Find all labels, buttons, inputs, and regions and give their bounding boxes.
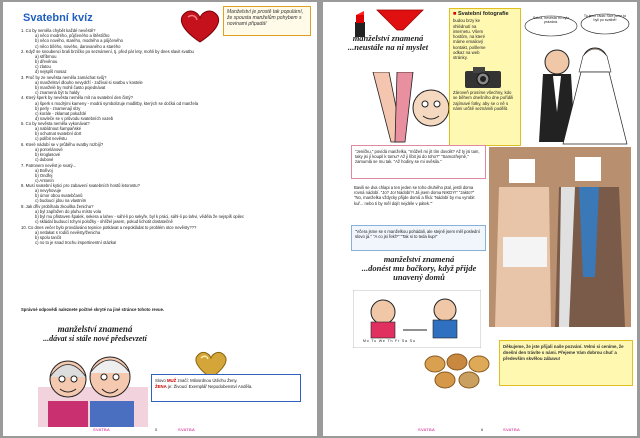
answer-option: a) porcelánové [35, 146, 63, 152]
quiz-question [21, 95, 306, 120]
question-label: Patronem nevěst je svatý... [25, 162, 77, 168]
answer-option: d) navleče se v průvodu svatebních vazeb [35, 115, 114, 121]
photo-info-box [449, 8, 521, 146]
answer-option: a) manželství dlouho nevydrží - zažíval si svatbu v kostele [35, 79, 143, 85]
footer-right-text: SVATBA [503, 427, 520, 432]
quiz-question [21, 142, 306, 162]
left-page [3, 2, 317, 436]
quiz-question [21, 225, 306, 245]
question-label: Co by nevěsta neměla vykonávat? [25, 121, 90, 127]
top-heading [343, 34, 433, 52]
quote-text: značí: Milosrdnou Útěchu Ženy. [176, 378, 238, 383]
answer-option: b) ochutnat svatební dort [35, 131, 82, 137]
quiz-question [21, 204, 306, 224]
heading-line-1: manželství znamená [57, 324, 133, 334]
question-number: 9. [21, 203, 25, 209]
answer-option: b) dřevěnou [35, 59, 58, 65]
photo-box-title: ■ Svatební fotografie [453, 11, 509, 17]
quiz-list [21, 28, 306, 245]
quote-text: je: Živoucí Exemplář Nepodobenství Anděla. [166, 384, 253, 389]
camera-icon [463, 63, 503, 89]
photo-box-text-2: Zároveň prosíme všechny, kdo se během dnešního dne pořídili zajímavé fotky, aby se o ně s námi určitě seznámili podělit. [453, 89, 513, 111]
wedding-couple-cartoon [523, 12, 631, 152]
question-label: Co dnes večer bylo provdáváno tepnice potkávat a nepokládat to problém otce nevěsty??? [28, 224, 197, 230]
question-label: Jak dřív probíhala zkouška ženicha? [25, 203, 94, 209]
question-label: Co by neměla chybět každé nevěstě? [25, 28, 96, 34]
page-number: 5 [155, 427, 158, 432]
calendar-days: Mo Tu We Th Fr Sa Su [363, 339, 416, 343]
answer-note: Správné odpovědi naleznete počtné skryté na jiné stránce tohoto revue. [21, 307, 165, 312]
answer-option: a) nabídnout šampaňské [35, 126, 82, 132]
question-number: 10. [21, 224, 27, 230]
page-title: Svatební kvíz [23, 12, 93, 24]
quiz-question [21, 163, 306, 183]
answer-option: c) zlatou [35, 64, 51, 70]
question-number: 2. [21, 48, 25, 54]
answer-option: b) úmor obou svatebčanů [35, 193, 83, 199]
question-label: Které nádobí se v průběhu svatby rozbíjí? [25, 141, 104, 147]
cartoon-legs-image [353, 72, 453, 144]
heading-line-2: ...neustále na ni myslet [347, 42, 429, 52]
question-number: 1. [21, 28, 25, 34]
answer-option: b) Ondřej [35, 172, 53, 178]
quote-text: Slovo [155, 378, 167, 383]
page-number: 6 [481, 427, 484, 432]
couple-photo-image [489, 147, 631, 327]
answer-option: b) spolu tančit [35, 234, 62, 240]
mid-heading [355, 255, 483, 282]
quiz-question [21, 49, 306, 74]
answer-option: b) něco nového, starého, modrého a půjčeného [35, 38, 123, 44]
heading-line-2: ...donést mu bačkory, když přijde unavený domů [361, 263, 477, 282]
couple-photo [489, 147, 631, 327]
answer-option: a) šperk s modrými kameny - modrá symbolizuje modlitby, kterých se dočká od manžela [35, 100, 199, 106]
intro-box: Manželství je prostě tak populární, že spousta manželům pohybem s novinami připadá! [223, 6, 311, 36]
quote-box [151, 374, 301, 402]
speech-bubble-left: Sakra, nevěsta mi bylo prázdná. [532, 16, 570, 24]
answer-option: a) Bořivoj [35, 167, 53, 173]
answer-option: c) budoucí jdou na vlastním [35, 198, 87, 204]
answer-option: c) Antonín [35, 177, 54, 183]
answer-option: b) perly - znamenají slzy [35, 105, 81, 111]
answer-option: b) kroglasové [35, 152, 61, 158]
question-number: 5. [21, 121, 25, 127]
question-label: Musí svatební kytici pro zabavení svatebních hostů letorostu? [25, 183, 140, 189]
answer-option: c) no to je snad trochu impertinentní otázka! [35, 239, 117, 245]
question-number: 6. [21, 141, 25, 147]
answer-option: a) nevyhovuje [35, 188, 62, 194]
heading-line-2: ...dávat si stále nové předsevzetí [43, 334, 147, 343]
answer-option: d) nejspíš mosaz [35, 69, 67, 75]
quiz-question [21, 121, 306, 141]
answer-option: c) korále - zklamat pokaždé [35, 110, 87, 116]
answer-option: c) dubové [35, 157, 54, 163]
answer-option: a) netlakat s rodiči nevěsty/ženicha [35, 229, 101, 235]
answer-option: b) byl mu přistaven špalek, sekera a lahev - sáhl-li po sekyře, byl k práci, sáhl-li po lahvi, věděla že nejspíš opilec [35, 214, 245, 220]
right-page [323, 2, 637, 436]
question-label: Když se snoubenci brali brzičko po seznámení, tj. před pár lety, mohli by dnes slavit svatbu [25, 48, 194, 54]
answer-option: a) stříbrnou [35, 54, 57, 60]
elderly-couple-cartoon [38, 347, 148, 427]
answer-option: c) skládal budoucí tchyni položky - ohlížel jasem, pokud lichotit dostatečně [35, 219, 173, 225]
quiz-question [21, 28, 306, 48]
bullet-icon: ■ [453, 11, 457, 17]
question-number: 7. [21, 162, 25, 168]
footer-left-text: SVATBA [93, 427, 110, 432]
footer-left-text: SVATBA [418, 427, 435, 432]
answer-option: a) něco modrého, půjčeného a štěstíčko [35, 33, 110, 39]
quiz-question [21, 75, 306, 95]
question-number: 3. [21, 74, 25, 80]
heading-line-1: manželství znamená [383, 254, 455, 264]
answer-option: c) znamená být tu haldy [35, 90, 80, 96]
footer-right-text: SVATBA [178, 427, 195, 432]
story-box-1: "Jeničku," povídá manželka, "můžeš mi jít tím dovolit? Až ty jsi tam, taky jsi jí koupil k tomu? Až ji líbit jsi do toho?" "Samozřejmě," zamumlá se mu tak. "Až hodiny se mi ověsila." [351, 145, 486, 179]
photo-box-text: budou brzy ke shlédnutí na internetu. Všem hostům, na které máme emailový kontakt, pošleme odkaz na web stránky. [453, 18, 486, 61]
heading-line-1: manželství znamená [352, 33, 424, 43]
quote-word-zena: ŽENA [155, 384, 167, 389]
question-label: Který šperk by nevěsta neměla mít na svatební den čistý? [25, 95, 133, 101]
question-number: 8. [21, 183, 25, 189]
story-box-3: "Včera jsme se s manželkou pohádali, ale stejně jsem měl poslední slovo já." "A co jsi řekl?" "Tak si to teda kup!" [351, 225, 486, 251]
quiz-question [21, 183, 306, 203]
cookies-image [423, 352, 493, 392]
lingerie-image [375, 8, 425, 32]
quote-word-muz: MUŽ [166, 378, 177, 383]
answer-option: c) políbit nevěstu [35, 136, 67, 142]
question-label: Proč by ze nevěsta neměla zamáchat svůj? [25, 74, 107, 80]
bottom-heading [25, 325, 165, 343]
story-box-2: Bavili se dva chlapi a ten jeden se toho druhého ptal, jestli doma rovná nádobí. "Jo? Jo! Nádobí?! Já jsem doma NIKDY!" "Jakto?" "No, manželka vždycky přijde domů a říká: 'Nádobí by mu vyrobit kuř... nebo ti by měl dojít nejdéle v pátek.'" [351, 182, 486, 224]
answer-option: b) manželé by mohli často pojednávat [35, 84, 106, 90]
question-number: 4. [21, 95, 25, 101]
answer-option: a) byl zapřažen do pluhu místo vola [35, 208, 102, 214]
answer-option: c) něco bílého, nového, darovaného a starého [35, 43, 121, 49]
speech-bubble-right: To jsem ráda! Sice jsme to byli po svatbě! [583, 14, 627, 22]
thanks-box: Děkujeme, že jste přijali naše pozvání. Velmi si ceníme, že dnešní den trávíte s námi. Přejeme Vám dobrou chuť a především skvělou zábavu! [499, 340, 633, 386]
